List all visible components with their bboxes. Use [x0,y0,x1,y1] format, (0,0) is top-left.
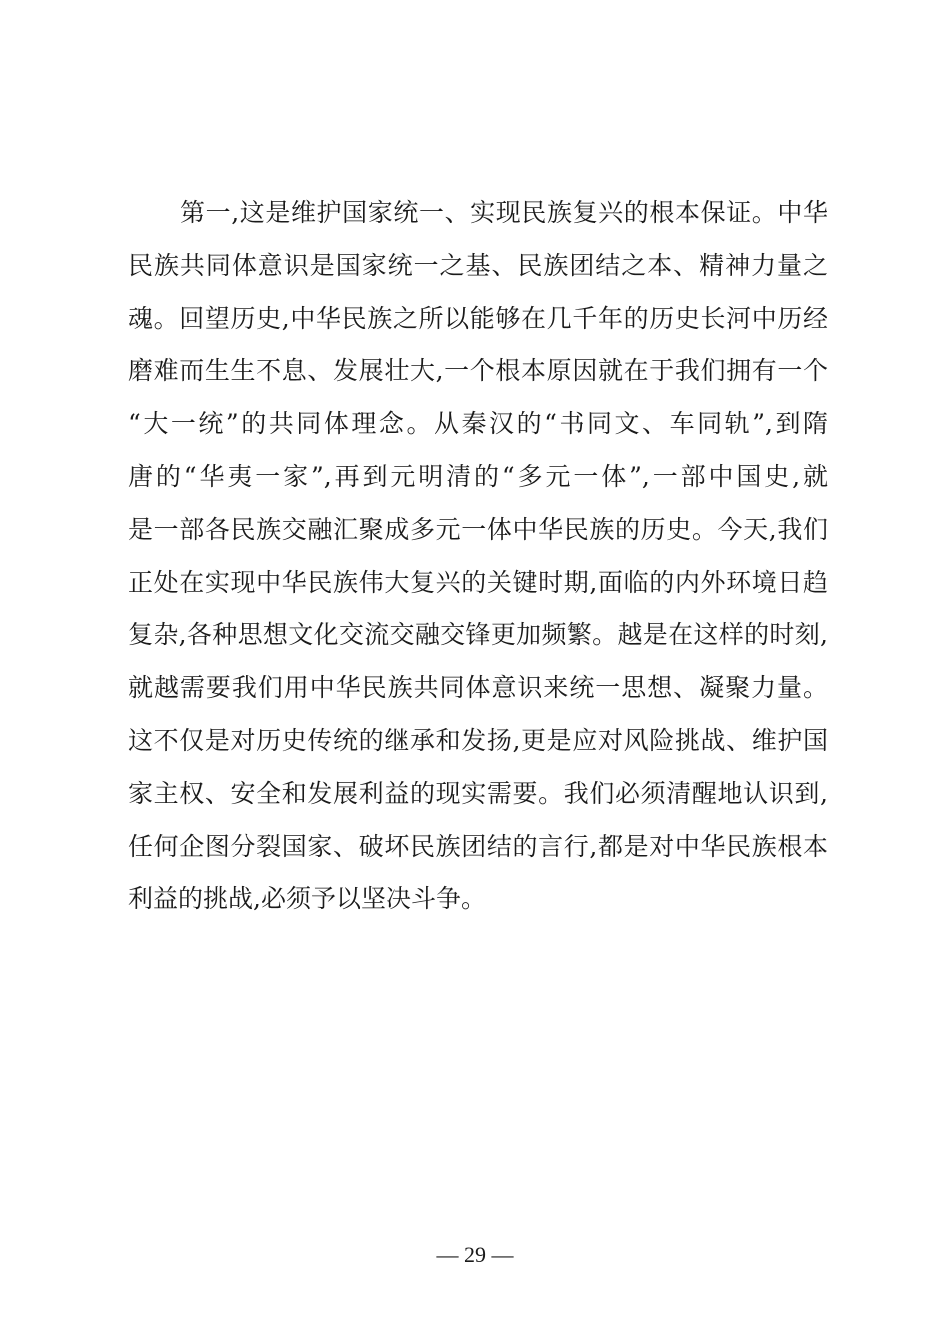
paragraph-line: 磨难而生生不息、发展壮大,一个根本原因就在于我们拥有一个 [128,356,828,386]
paragraph-line: “大一统”的共同体理念。从秦汉的“书同文、车同轨”,到隋 [128,409,828,439]
paragraph-line: 任何企图分裂国家、破坏民族团结的言行,都是对中华民族根本 [128,831,828,861]
paragraph-line: 魂。回望历史,中华民族之所以能够在几千年的历史长河中历经 [128,303,828,333]
paragraph-line: 家主权、安全和发展利益的现实需要。我们必须清醒地认识到, [128,778,828,808]
paragraph-line: 民族共同体意识是国家统一之基、民族团结之本、精神力量之 [128,250,828,280]
paragraph-line: 正处在实现中华民族伟大复兴的关键时期,面临的内外环境日趋 [128,567,828,597]
paragraph-line: 唐的“华夷一家”,再到元明清的“多元一体”,一部中国史,就 [128,461,828,491]
body-paragraph [128,187,828,926]
paragraph-line: 第一,这是维护国家统一、实现民族复兴的根本保证。中华 [180,198,828,227]
paragraph-line: 就越需要我们用中华民族共同体意识来统一思想、凝聚力量。 [128,673,828,703]
paragraph-line: 是一部各民族交融汇聚成多元一体中华民族的历史。今天,我们 [128,514,828,544]
page-number: — 29 — [436,1242,514,1267]
paragraph-line: 利益的挑战,必须予以坚决斗争。 [128,884,486,914]
paragraph-line: 这不仅是对历史传统的继承和发扬,更是应对风险挑战、维护国 [128,725,828,755]
paragraph-line: 复杂,各种思想文化交流交融交锋更加频繁。越是在这样的时刻, [128,620,828,650]
